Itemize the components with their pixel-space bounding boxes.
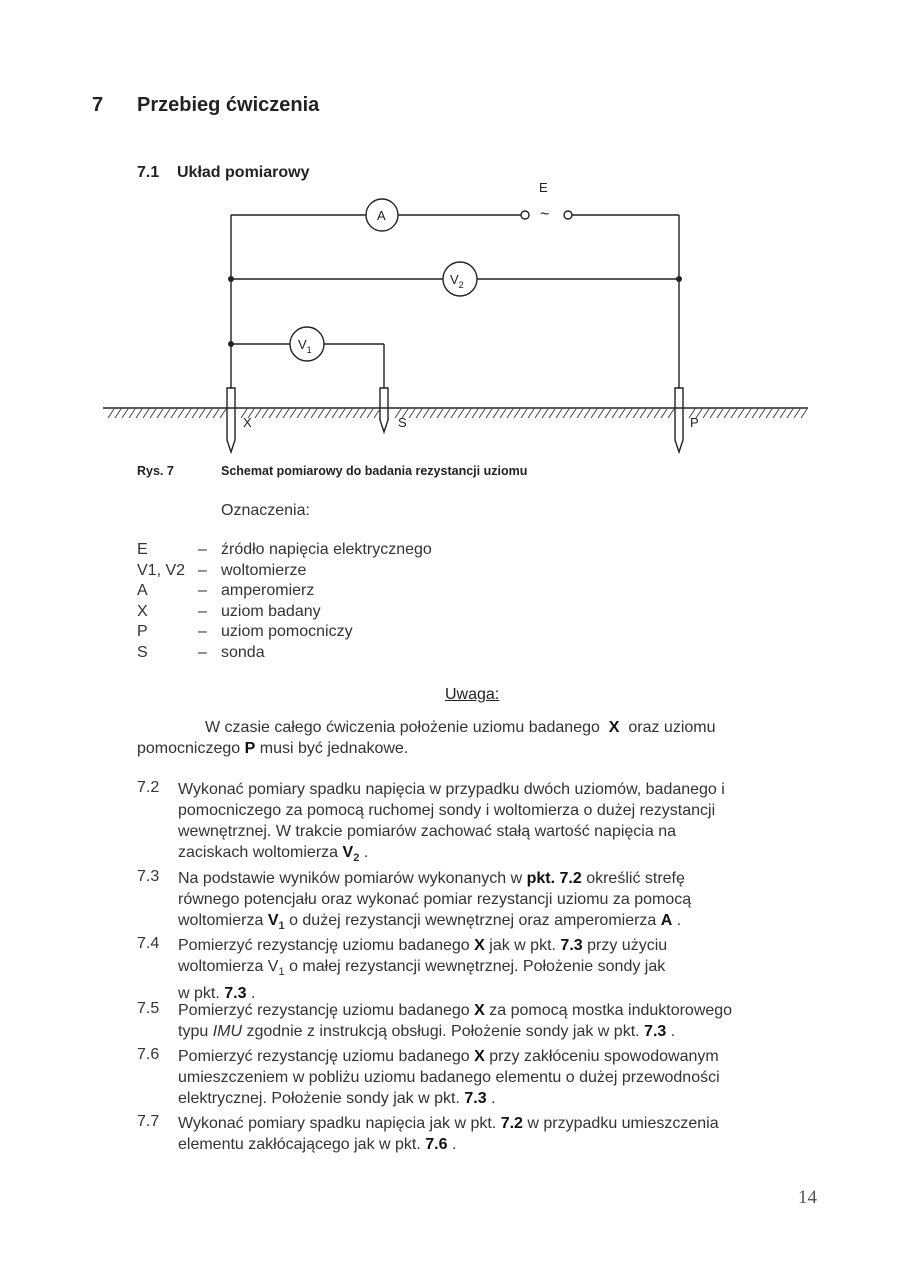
hatch-stroke: [717, 409, 723, 418]
hatch-stroke: [773, 409, 779, 418]
hatch-stroke: [178, 409, 184, 418]
hatch-stroke: [794, 409, 800, 418]
hatch-stroke: [570, 409, 576, 418]
hatch-stroke: [619, 409, 625, 418]
item-text: [178, 1113, 817, 1155]
electrode-x-label: X: [243, 415, 252, 430]
legend-dash: –: [198, 561, 207, 579]
hatch-stroke: [493, 409, 499, 418]
hatch-stroke: [423, 409, 429, 418]
hatch-stroke: [626, 409, 632, 418]
hatch-stroke: [185, 409, 191, 418]
hatch-stroke: [528, 409, 534, 418]
hatch-stroke: [262, 409, 268, 418]
hatch-stroke: [332, 409, 338, 418]
hatch-stroke: [437, 409, 443, 418]
hatch-stroke: [731, 409, 737, 418]
source-terminal-left: [521, 211, 529, 219]
ammeter-label: A: [377, 208, 386, 223]
note-line-2: [137, 738, 408, 759]
hatch-stroke: [598, 409, 604, 418]
hatch-stroke: [521, 409, 527, 418]
item-text: [178, 779, 817, 869]
hatch-stroke: [500, 409, 506, 418]
hatch-stroke: [612, 409, 618, 418]
hatch-stroke: [199, 409, 205, 418]
section-title: Przebieg ćwiczenia: [137, 94, 320, 116]
item-line: Wykonać pomiary spadku napięcia w przypadku dwóch uziomów, badanego i: [178, 781, 725, 798]
item-line: elektrycznej. Położenie sondy jak w pkt. 7.3 .: [178, 1090, 496, 1107]
voltmeter-v1-label: $V_1$: [298, 337, 312, 355]
hatch-stroke: [780, 409, 786, 418]
hatch-stroke: [143, 409, 149, 418]
hatch-stroke: [353, 409, 359, 418]
hatch-stroke: [290, 409, 296, 418]
electrode-s-label: S: [398, 415, 407, 430]
hatch-stroke: [507, 409, 513, 418]
item-line: w pkt. 7.3 .: [178, 985, 256, 1003]
hatch-stroke: [745, 409, 751, 418]
item-line: woltomierza $V_1$ o dużej rezystancji wewnętrznej oraz amperomierza A .: [178, 912, 682, 933]
hatch-stroke: [430, 409, 436, 418]
hatch-stroke: [472, 409, 478, 418]
hatch-stroke: [605, 409, 611, 418]
hatch-stroke: [115, 409, 121, 418]
hatch-stroke: [374, 409, 380, 418]
hatch-stroke: [171, 409, 177, 418]
item-line: umieszczeniem w pobliżu uziomu badanego elementu o dużej przewodności: [178, 1069, 720, 1086]
item-text: [178, 1046, 817, 1109]
hatch-stroke: [654, 409, 660, 418]
source-label: E: [539, 180, 548, 195]
note-line-1: [205, 717, 817, 738]
legend-symbol: V1, V2: [137, 561, 186, 579]
hatch-stroke: [584, 409, 590, 418]
electrode-p: [675, 388, 683, 452]
subsection-number: 7.1: [137, 164, 160, 181]
hatch-stroke: [297, 409, 303, 418]
hatch-stroke: [339, 409, 345, 418]
hatch-stroke: [129, 409, 135, 418]
hatch-stroke: [416, 409, 422, 418]
voltmeter-v1-symbol: [290, 327, 324, 361]
item-line: Pomierzyć rezystancję uziomu badanego X jak w pkt. 7.3 przy użyciu: [178, 937, 668, 954]
source-tilde: ~: [540, 206, 550, 223]
hatch-stroke: [668, 409, 674, 418]
item-number: 7.2: [137, 779, 160, 796]
item-number: 7.7: [137, 1113, 160, 1130]
hatch-stroke: [192, 409, 198, 418]
hatch-stroke: [136, 409, 142, 418]
hatch-stroke: [451, 409, 457, 418]
note-text: oraz uziomu: [628, 719, 716, 736]
hatch-stroke: [220, 409, 226, 418]
hatch-stroke: [318, 409, 324, 418]
hatch-stroke: [122, 409, 128, 418]
item-line: Pomierzyć rezystancję uziomu badanego X przy zakłóceniu spowodowanym: [178, 1048, 719, 1065]
hatch-stroke: [311, 409, 317, 418]
item-line: woltomierza $V_1$ o małej rezystancji wewnętrznej. Położenie sondy jak: [178, 958, 666, 979]
item-number: 7.5: [137, 1000, 160, 1017]
legend-symbol: S: [137, 643, 148, 661]
legend-description: amperomierz: [221, 582, 315, 599]
legend-description: źródło napięcia elektrycznego: [221, 541, 432, 558]
hatch-stroke: [346, 409, 352, 418]
hatch-stroke: [724, 409, 730, 418]
legend-description: uziom badany: [221, 602, 321, 620]
hatch-stroke: [542, 409, 548, 418]
legend-dash: –: [198, 602, 207, 620]
hatch-stroke: [752, 409, 758, 418]
hatch-stroke: [801, 409, 807, 418]
measurement-circuit-diagram: [0, 0, 915, 470]
note-title: Uwaga:: [445, 686, 500, 703]
hatch-stroke: [486, 409, 492, 418]
legend-dash: –: [198, 582, 207, 599]
note-text: W czasie całego ćwiczenia położenie uziomu badanego: [205, 719, 600, 736]
ground-hatching: [108, 409, 807, 418]
item-line: zaciskach woltomierza $V_2$ .: [178, 844, 369, 865]
legend-symbol: X: [137, 602, 148, 620]
hatch-stroke: [759, 409, 765, 418]
hatch-stroke: [304, 409, 310, 418]
hatch-stroke: [325, 409, 331, 418]
hatch-stroke: [766, 409, 772, 418]
note-text: musi być jednakowe.: [259, 740, 409, 757]
source-terminal-right: [564, 211, 572, 219]
hatch-stroke: [465, 409, 471, 418]
hatch-stroke: [738, 409, 744, 418]
electrode-p-label: P: [690, 415, 699, 430]
legend-description: uziom pomocniczy: [221, 623, 353, 640]
legend-description: woltomierze: [221, 561, 307, 579]
hatch-stroke: [367, 409, 373, 418]
item-line: równego potencjału oraz wykonać pomiar rezystancji uziomu za pomocą: [178, 891, 692, 908]
item-line: pomocniczego za pomocą ruchomej sondy i woltomierza o dużej rezystancji: [178, 802, 716, 819]
hatch-stroke: [213, 409, 219, 418]
hatch-stroke: [458, 409, 464, 418]
voltmeter-v2-symbol: [443, 262, 477, 296]
figure-caption-label: Rys. 7: [137, 464, 174, 478]
legend-symbol: A: [137, 582, 148, 599]
note-x: X: [608, 719, 620, 736]
item-line: Wykonać pomiary spadku napięcia jak w pkt. 7.2 w przypadku umieszczenia: [178, 1115, 719, 1132]
hatch-stroke: [444, 409, 450, 418]
hatch-stroke: [647, 409, 653, 418]
hatch-stroke: [255, 409, 261, 418]
item-text: [178, 935, 817, 1004]
hatch-stroke: [633, 409, 639, 418]
hatch-stroke: [206, 409, 212, 418]
legend-description: sonda: [221, 643, 265, 661]
item-text: [178, 868, 817, 937]
legend-dash: –: [198, 541, 207, 558]
hatch-stroke: [556, 409, 562, 418]
hatch-stroke: [787, 409, 793, 418]
hatch-stroke: [283, 409, 289, 418]
junction-dot: [228, 276, 234, 282]
item-number: 7.6: [137, 1046, 160, 1063]
hatch-stroke: [577, 409, 583, 418]
hatch-stroke: [535, 409, 541, 418]
hatch-stroke: [150, 409, 156, 418]
note-text: pomocniczego: [137, 740, 241, 757]
hatch-stroke: [640, 409, 646, 418]
item-line: typu IMU zgodnie z instrukcją obsługi. Położenie sondy jak w pkt. 7.3 .: [178, 1023, 676, 1040]
item-line: elementu zakłócającego jak w pkt. 7.6 .: [178, 1136, 457, 1153]
electrode-x: [227, 388, 235, 452]
hatch-stroke: [549, 409, 555, 418]
hatch-stroke: [514, 409, 520, 418]
hatch-stroke: [479, 409, 485, 418]
section-number: 7: [92, 94, 104, 116]
hatch-stroke: [360, 409, 366, 418]
item-line: wewnętrznej. W trakcie pomiarów zachować stałą wartość napięcia na: [178, 823, 676, 840]
hatch-stroke: [591, 409, 597, 418]
item-text: [178, 1000, 817, 1042]
legend-dash: –: [198, 643, 207, 661]
junction-dot: [676, 276, 682, 282]
note-p: P: [244, 740, 256, 757]
legend-dash: –: [198, 623, 207, 640]
subsection-title: Układ pomiarowy: [177, 164, 310, 181]
hatch-stroke: [661, 409, 667, 418]
hatch-stroke: [157, 409, 163, 418]
voltmeter-v2-label: $V_2$: [450, 272, 464, 290]
legend-title: Oznaczenia:: [221, 502, 310, 519]
hatch-stroke: [710, 409, 716, 418]
hatch-stroke: [409, 409, 415, 418]
page-number: 14: [798, 1187, 817, 1208]
legend-symbol: P: [137, 623, 148, 640]
junction-dot: [228, 341, 234, 347]
hatch-stroke: [563, 409, 569, 418]
item-number: 7.4: [137, 935, 160, 952]
item-line: Pomierzyć rezystancję uziomu badanego X za pomocą mostka induktorowego: [178, 1002, 733, 1019]
hatch-stroke: [164, 409, 170, 418]
legend-symbol: E: [137, 541, 148, 558]
item-number: 7.3: [137, 868, 160, 885]
item-line: Na podstawie wyników pomiarów wykonanych w pkt. 7.2 określić strefę: [178, 870, 685, 887]
hatch-stroke: [269, 409, 275, 418]
electrode-s: [380, 388, 388, 432]
hatch-stroke: [703, 409, 709, 418]
hatch-stroke: [108, 409, 114, 418]
hatch-stroke: [276, 409, 282, 418]
figure-caption-text: Schemat pomiarowy do badania rezystancji uziomu: [221, 464, 528, 478]
